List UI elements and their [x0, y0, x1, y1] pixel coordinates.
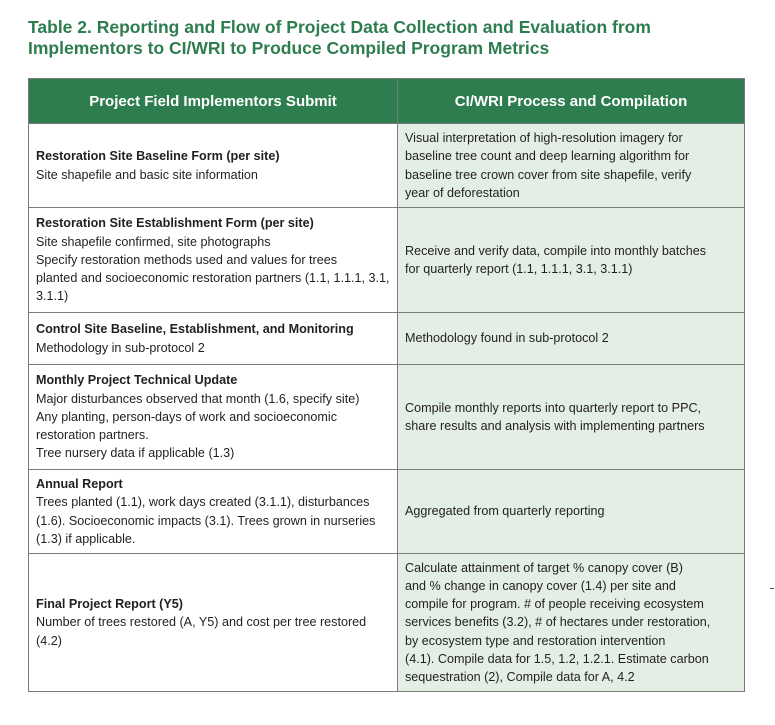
- table-row: [29, 313, 745, 365]
- submission-detail-line: Site shapefile confirmed, site photographs: [36, 234, 271, 249]
- process-detail-line: share results and analysis with implementing partners: [405, 419, 705, 433]
- submission-title: Annual Report: [36, 477, 123, 492]
- submission-detail-line: (1.3) if applicable.: [36, 531, 136, 546]
- submission-detail-line: Any planting, person-days of work and socioeconomic: [36, 409, 338, 424]
- process-compilation-cell: [398, 313, 745, 365]
- submission-detail-line: restoration partners.: [36, 428, 149, 443]
- process-detail-line: Aggregated from quarterly reporting: [405, 504, 605, 519]
- submission-detail-line: Methodology in sub-protocol 2: [36, 340, 205, 355]
- submission-title: Restoration Site Establishment Form (per site): [36, 216, 314, 231]
- process-detail-line: Compile monthly reports into quarterly report to PPC,: [405, 400, 702, 415]
- implementor-submission-cell: [29, 313, 398, 365]
- table-row: [29, 208, 745, 313]
- data-flow-table: [28, 78, 745, 692]
- process-detail-line: sequestration (2), Compile data for A, 4.2: [405, 670, 635, 684]
- process-detail-line: services benefits (3.2), # of hectares under restoration,: [405, 615, 711, 630]
- submission-detail-line: Trees planted (1.1), work days created (3.1.1), disturbances: [36, 495, 370, 510]
- table-row: [29, 365, 745, 470]
- submission-detail-line: Major disturbances observed that month (1.6, specify site): [36, 391, 360, 406]
- process-compilation-cell: [398, 124, 745, 208]
- process-compilation-cell: [398, 208, 745, 313]
- process-detail-line: Methodology found in sub-protocol 2: [405, 331, 609, 346]
- submission-detail-line: Number of trees restored (A, Y5) and cost per tree restored: [36, 615, 367, 630]
- submission-title: Final Project Report (Y5): [36, 597, 183, 612]
- header-ciwri-process: CI/WRI Process and Compilation: [398, 79, 745, 124]
- header-field-implementors: Project Field Implementors Submit: [29, 79, 398, 124]
- submission-detail-line: (1.6). Socioeconomic impacts (3.1). Trees grown in nurseries: [36, 513, 376, 528]
- process-detail-line: year of deforestation: [405, 185, 520, 200]
- table-title-line-2: Implementors to CI/WRI to Produce Compiled Program Metrics: [28, 38, 550, 58]
- submission-detail-line: Tree nursery data if applicable (1.3): [36, 446, 235, 461]
- process-detail-line: (4.1). Compile data for 1.5, 1.2, 1.2.1. Estimate carbon: [405, 651, 709, 666]
- submission-title: Restoration Site Baseline Form (per site): [36, 149, 280, 164]
- submission-title: Monthly Project Technical Update: [36, 373, 238, 388]
- table-row: [29, 470, 745, 554]
- submission-detail-line: planted and socioeconomic restoration partners (1.1, 1.1.1, 3.1,: [36, 271, 390, 286]
- process-compilation-cell: [398, 554, 745, 692]
- process-detail-line: and % change in canopy cover (1.4) per site and: [405, 578, 676, 593]
- submission-detail-line: (4.2): [36, 633, 62, 648]
- table-title: [28, 17, 748, 59]
- submission-title: Control Site Baseline, Establishment, and Monitoring: [36, 322, 354, 337]
- table-title-line-1: Table 2. Reporting and Flow of Project Data Collection and Evaluation from: [28, 17, 651, 37]
- edge-tick-mark: [770, 588, 774, 589]
- table-row: [29, 554, 745, 692]
- table-body: [29, 124, 745, 692]
- process-detail-line: for quarterly report (1.1, 1.1.1, 3.1, 3.1.1): [405, 262, 633, 276]
- process-detail-line: Calculate attainment of target % canopy cover (B): [405, 560, 683, 575]
- submission-detail-line: Specify restoration methods used and values for trees: [36, 252, 338, 267]
- implementor-submission-cell: [29, 365, 398, 470]
- process-detail-line: Visual interpretation of high-resolution imagery for: [405, 131, 683, 146]
- process-compilation-cell: [398, 470, 745, 554]
- process-detail-line: baseline tree crown cover from site shapefile, verify: [405, 167, 692, 182]
- process-compilation-cell: [398, 365, 745, 470]
- submission-detail-line: 3.1.1): [36, 289, 69, 304]
- table-row: [29, 124, 745, 208]
- implementor-submission-cell: [29, 124, 398, 208]
- implementor-submission-cell: [29, 470, 398, 554]
- submission-detail-line: Site shapefile and basic site information: [36, 167, 258, 182]
- process-detail-line: compile for program. # of people receiving ecosystem: [405, 597, 704, 612]
- process-detail-line: baseline tree count and deep learning algorithm for: [405, 149, 690, 164]
- process-detail-line: by ecosystem type and restoration intervention: [405, 633, 666, 648]
- process-detail-line: Receive and verify data, compile into monthly batches: [405, 243, 707, 258]
- table-header-row: [29, 79, 745, 124]
- implementor-submission-cell: [29, 208, 398, 313]
- implementor-submission-cell: [29, 554, 398, 692]
